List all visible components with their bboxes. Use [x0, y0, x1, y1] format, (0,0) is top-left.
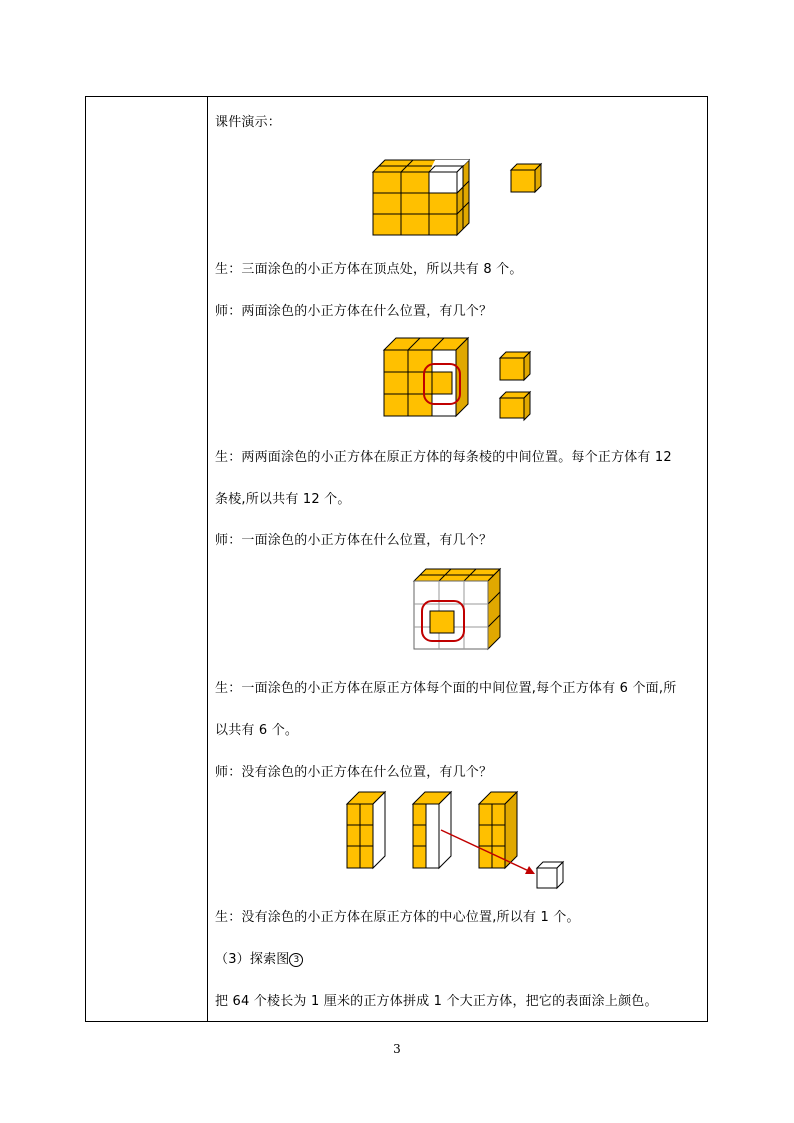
- figure-edge-cube: [378, 334, 538, 424]
- text-two-faces-question: 师：两面涂色的小正方体在什么位置，有几个？: [215, 304, 493, 319]
- text-two-faces-answer-2: 条棱,所以共有 12 个。: [215, 492, 351, 507]
- text-one-face-question: 师：一面涂色的小正方体在什么位置，有几个？: [215, 533, 493, 548]
- left-column-cell: [86, 97, 208, 1021]
- figure-face-cube: [410, 565, 505, 653]
- text-courseware-demo: 课件演示：: [215, 115, 282, 130]
- text-problem-statement: 把 64 个棱长为 1 厘米的正方体拼成 1 个大正方体，把它的表面涂上颜色。: [215, 994, 658, 1009]
- text-one-face-answer-1: 生：一面涂色的小正方体在原正方体每个面的中间位置,每个正方体有 6 个面,所: [215, 681, 677, 696]
- explore-label: （3）探索图: [215, 952, 290, 967]
- figure-corner-cube: [365, 138, 555, 238]
- text-explore-figure-3: [215, 948, 303, 967]
- text-two-faces-answer-1: 生：两两面涂色的小正方体在原正方体的每条棱的中间位置。每个正方体有 12: [215, 450, 672, 465]
- figure-center-cube: [345, 788, 575, 890]
- text-three-faces-answer: 生：三面涂色的小正方体在顶点处，所以共有 8 个。: [215, 262, 523, 277]
- text-no-face-question: 师：没有涂色的小正方体在什么位置，有几个？: [215, 765, 493, 780]
- text-one-face-answer-2: 以共有 6 个。: [215, 723, 299, 738]
- page-number: 3: [393, 1042, 401, 1056]
- text-no-face-answer: 生：没有涂色的小正方体在原正方体的中心位置,所以有 1 个。: [215, 910, 580, 925]
- circled-number: 3: [289, 953, 303, 967]
